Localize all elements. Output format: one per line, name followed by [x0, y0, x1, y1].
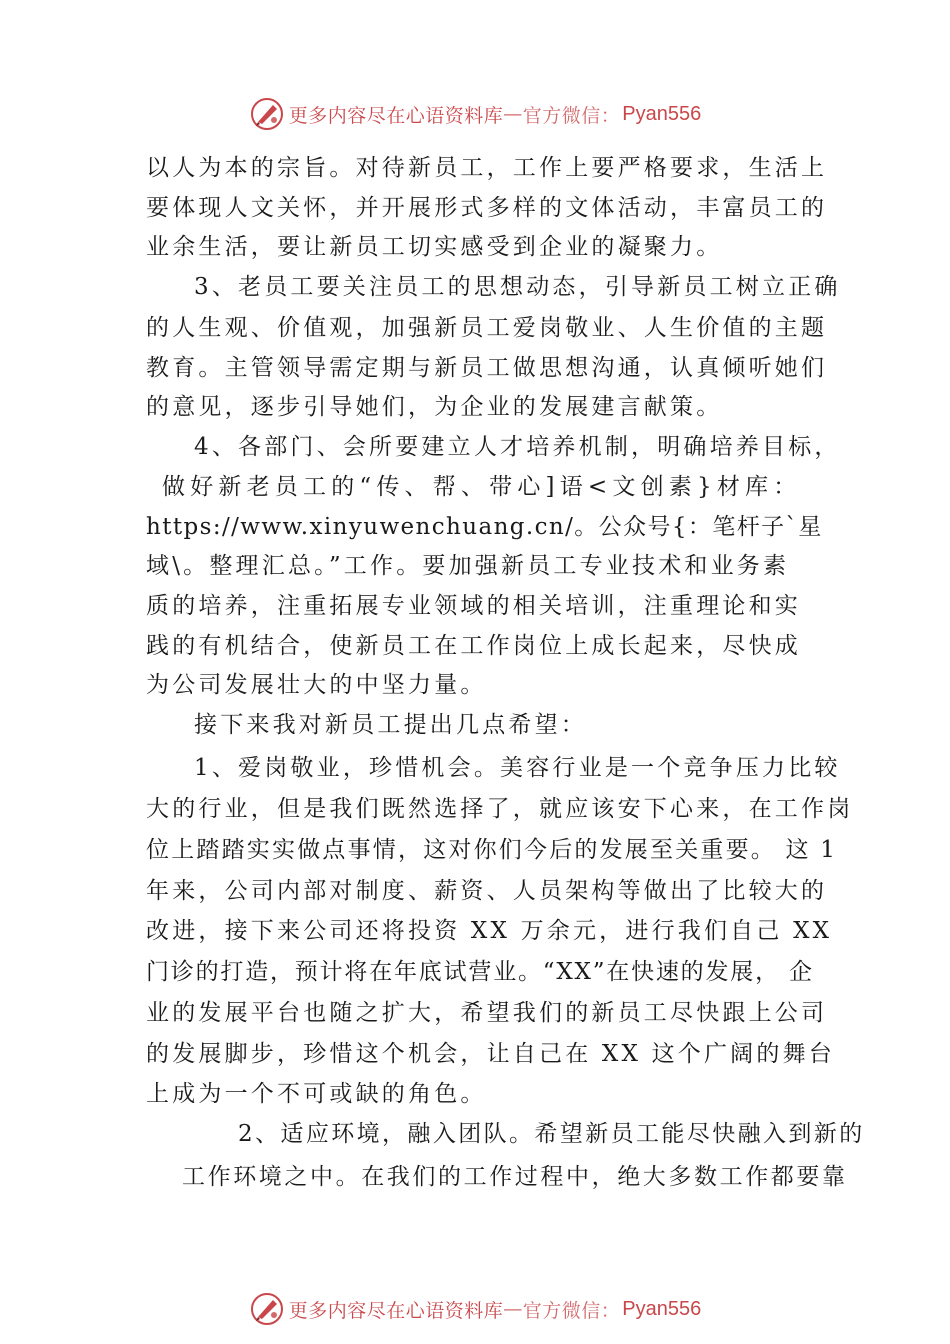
text-line: 大的行业，但是我们既然选择了，就应该安下心来，在工作岗 — [146, 796, 854, 822]
text-line: 教育。主管领导需定期与新员工做思想沟通，认真倾听她们 — [146, 355, 828, 381]
text-line: 为公司发展壮大的中坚力量。 — [146, 672, 487, 698]
banner-dash: — — [503, 103, 523, 125]
text-line: 做好新老员工的“传、帮、带心]语<文创素}材库： — [162, 474, 802, 500]
text-line: 工作环境之中。在我们的工作过程中，绝大多数工作都要靠 — [182, 1164, 848, 1190]
text-line: 3、老员工要关注员工的思想动态，引导新员工树立正确 — [194, 274, 841, 300]
text-line: 业的发展平台也随之扩大，希望我们的新员工尽快跟上公司 — [146, 1000, 828, 1026]
pen-logo-icon — [249, 96, 285, 132]
text-line: 1、爱岗敬业，珍惜机会。美容行业是一个竞争压力比较 — [194, 755, 841, 781]
text-line: 的发展脚步，珍惜这个机会，让自己在 XX 这个广阔的舞台 — [146, 1041, 835, 1067]
header-banner — [0, 94, 950, 134]
banner-wechat-id: Pyan556 — [622, 102, 702, 125]
text-line: 以人为本的宗旨。对待新员工，工作上要严格要求，生活上 — [146, 155, 828, 181]
text-line: 业余生活，要让新员工切实感受到企业的凝聚力。 — [146, 234, 723, 260]
banner-sub-text: 官方微信： — [522, 104, 621, 127]
text-line: https://www.xinyuwenchuang.cn/。公众号{：笔杆子`星 — [146, 514, 823, 540]
text-line: 上成为一个不可或缺的角色。 — [146, 1081, 487, 1107]
text-line: 年来，公司内部对制度、薪资、人员架构等做出了比较大的 — [146, 878, 828, 904]
text-line: 要体现人文关怀，并开展形式多样的文体活动，丰富员工的 — [146, 195, 828, 221]
banner-dash: — — [503, 1298, 523, 1320]
footer-banner — [0, 1289, 950, 1329]
text-line: 质的培养，注重拓展专业领域的相关培训，注重理论和实 — [146, 593, 801, 619]
text-line: 的意见，逐步引导她们，为企业的发展建言献策。 — [146, 394, 723, 420]
text-line: 2、适应环境，融入团队。希望新员工能尽快融入到新的 — [238, 1121, 865, 1147]
banner-sub-text: 官方微信： — [522, 1299, 621, 1322]
pen-logo-icon — [249, 1291, 285, 1327]
text-line: 域\。整理汇总。”工作。要加强新员工专业技术和业务素 — [146, 553, 790, 579]
text-line: 门诊的打造，预计将在年底试营业。“XX”在快速的发展， 企 — [146, 959, 814, 985]
banner-main-text: 更多内容尽在心语资料库 — [288, 1299, 504, 1322]
text-line: 践的有机结合，使新员工在工作岗位上成长起来，尽快成 — [146, 633, 801, 659]
text-line: 位上踏踏实实做点事情，这对你们今后的发展至关重要。 这 1 — [146, 837, 838, 863]
text-line: 4、各部门、会所要建立人才培养机制，明确培养目标， — [194, 434, 841, 460]
text-line: 的人生观、价值观，加强新员工爱岗敬业、人生价值的主题 — [146, 315, 828, 341]
text-line: 接下来我对新员工提出几点希望： — [194, 712, 587, 738]
text-line: 改进，接下来公司还将投资 XX 万余元，进行我们自己 XX — [146, 918, 833, 944]
banner-main-text: 更多内容尽在心语资料库 — [288, 104, 504, 127]
banner-wechat-id: Pyan556 — [622, 1297, 702, 1320]
